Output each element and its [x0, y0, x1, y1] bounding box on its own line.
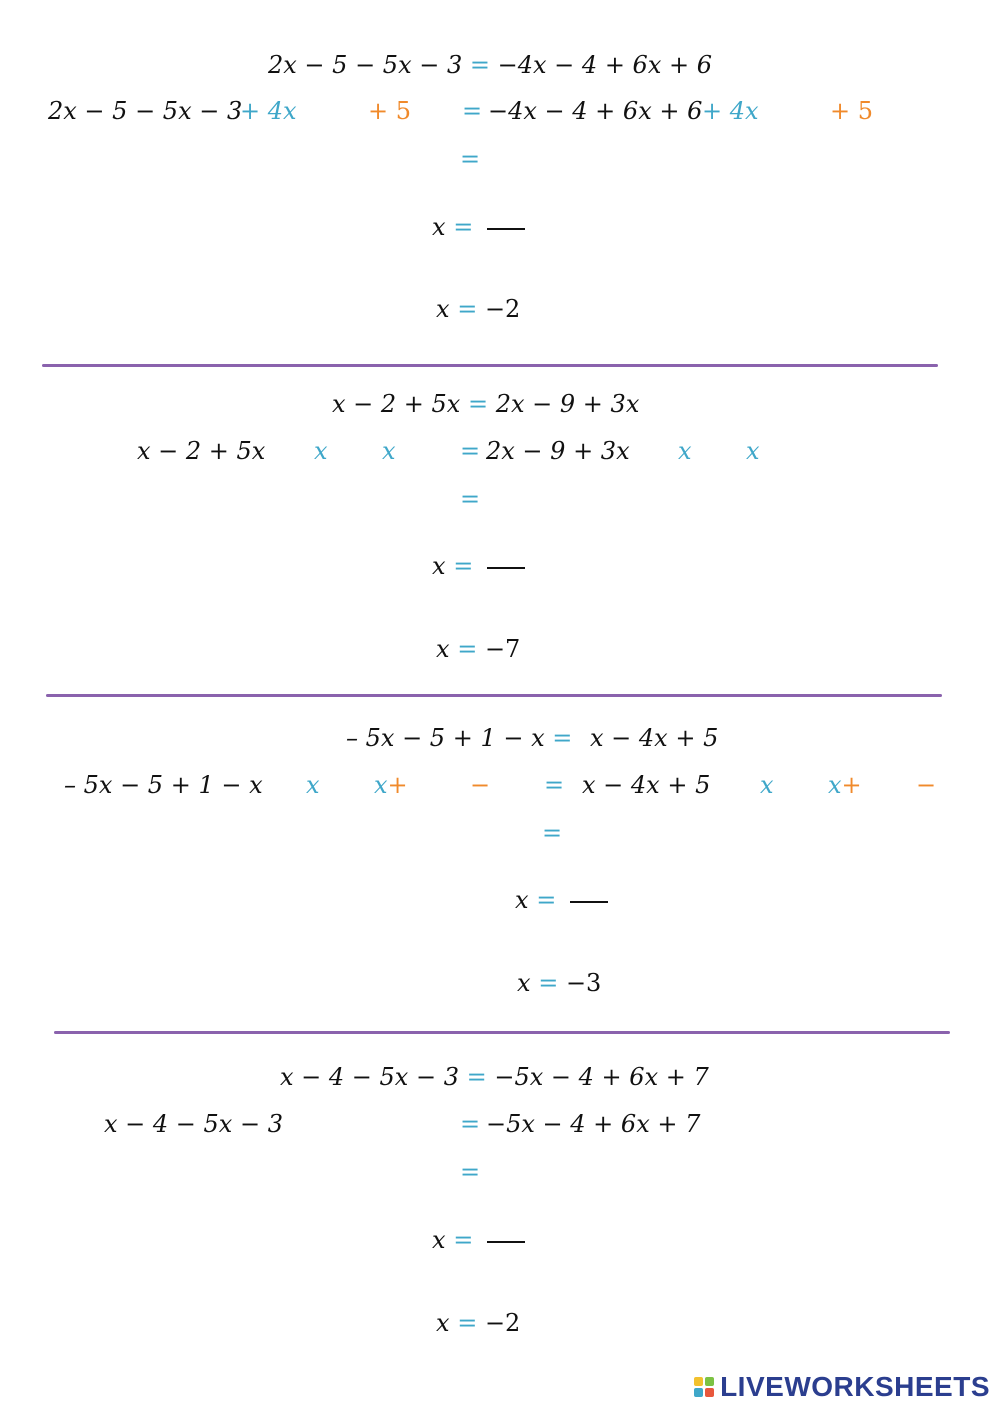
equation-right: 2x − 9 + 3x [495, 390, 640, 418]
answer-row [436, 294, 520, 324]
equals-sign: = [462, 97, 483, 125]
step-right-add-term-1: x [678, 437, 692, 465]
step-right: −5x − 4 + 6x + 7 [486, 1110, 701, 1138]
variable: x [517, 969, 531, 997]
equation-left: 2x − 5 − 5x − 3 [268, 51, 463, 79]
blank-equals: = [460, 1158, 481, 1186]
variable: x [436, 295, 450, 323]
fraction-row [515, 885, 608, 915]
brand-text: LIVEWORKSHEETS [720, 1371, 990, 1402]
answer-row [436, 634, 520, 664]
fraction-bar [487, 567, 525, 569]
equals-sign: = [544, 771, 565, 799]
variable: x [432, 552, 446, 580]
answer-row [436, 1308, 520, 1338]
step-add-operator: + [387, 771, 408, 799]
fraction-row [432, 212, 525, 242]
answer-value: −2 [484, 295, 521, 323]
equation-right: x − 4x + 5 [590, 724, 719, 752]
equals-sign: = [467, 390, 489, 418]
variable: x [432, 213, 446, 241]
answer-value: −7 [484, 635, 521, 663]
step-left: – 5x − 5 + 1 − x [64, 771, 263, 799]
step-right-add-term-2: x [828, 771, 842, 799]
step-add-term-1: x [314, 437, 328, 465]
step-add-term-2: + 5 [368, 97, 412, 125]
fraction-bar [487, 1241, 525, 1243]
section-divider [42, 364, 938, 367]
fraction-row [432, 551, 525, 581]
equals-sign: = [536, 886, 557, 914]
section-divider [46, 694, 942, 697]
equation-right: −4x − 4 + 6x + 6 [497, 51, 712, 79]
step-add-term-2: x [374, 771, 388, 799]
equals-sign: = [453, 1226, 474, 1254]
step-add-term-2: x [382, 437, 396, 465]
logo-icon [694, 1377, 714, 1397]
answer-value: −2 [484, 1309, 521, 1337]
section-divider [54, 1031, 950, 1034]
equation-left: – 5x − 5 + 1 − x [346, 724, 545, 752]
step-add-term-1: x [306, 771, 320, 799]
equation-row [332, 389, 639, 419]
equals-sign: = [538, 969, 559, 997]
blank-equals: = [542, 819, 563, 847]
step-right-add-term-2: + 5 [830, 97, 874, 125]
step-right: −4x − 4 + 6x + 6 [488, 97, 703, 125]
fraction-row [432, 1225, 525, 1255]
equation-left: x − 4 − 5x − 3 [280, 1063, 459, 1091]
variable: x [436, 635, 450, 663]
fraction-bar [487, 228, 525, 230]
variable: x [436, 1309, 450, 1337]
step-left: x − 4 − 5x − 3 [104, 1110, 283, 1138]
step-right-add-term-1: x [760, 771, 774, 799]
blank-equals: = [460, 485, 481, 513]
equals-sign: = [466, 1063, 487, 1091]
equation-row [280, 1062, 709, 1092]
step-add-term-2-group [374, 770, 408, 800]
variable: x [515, 886, 529, 914]
step-right-add-term-2-group [828, 770, 862, 800]
step-right: 2x − 9 + 3x [486, 437, 630, 465]
answer-value: −3 [565, 969, 602, 997]
equation-row [268, 50, 712, 80]
blank-equals: = [460, 145, 481, 173]
equals-sign: = [552, 724, 573, 752]
equals-sign: = [457, 295, 478, 323]
equals-sign: = [453, 552, 474, 580]
step-left: 2x − 5 − 5x − 3 [48, 97, 243, 125]
equals-sign: = [453, 213, 474, 241]
step-right: x − 4x + 5 [582, 771, 711, 799]
variable: x [432, 1226, 446, 1254]
equals-sign: = [460, 437, 481, 465]
equation-row [346, 723, 718, 753]
step-right-add-term-2: x [746, 437, 760, 465]
liveworksheets-logo [694, 1371, 990, 1403]
step-right-add-term-1: + 4x [702, 97, 759, 125]
equals-sign: = [457, 1309, 478, 1337]
step-right-add-operator: + [841, 771, 862, 799]
equation-right: −5x − 4 + 6x + 7 [494, 1063, 709, 1091]
step-add-term-1: + 4x [240, 97, 297, 125]
equals-sign: = [469, 51, 490, 79]
step-right-add-term-3: − [916, 771, 937, 799]
equals-sign: = [460, 1110, 481, 1138]
equation-left: x − 2 + 5x [332, 390, 461, 418]
step-left: x − 2 + 5x [137, 437, 266, 465]
equals-sign: = [457, 635, 478, 663]
fraction-bar [570, 901, 608, 903]
step-add-term-3: − [470, 771, 491, 799]
answer-row [517, 968, 601, 998]
